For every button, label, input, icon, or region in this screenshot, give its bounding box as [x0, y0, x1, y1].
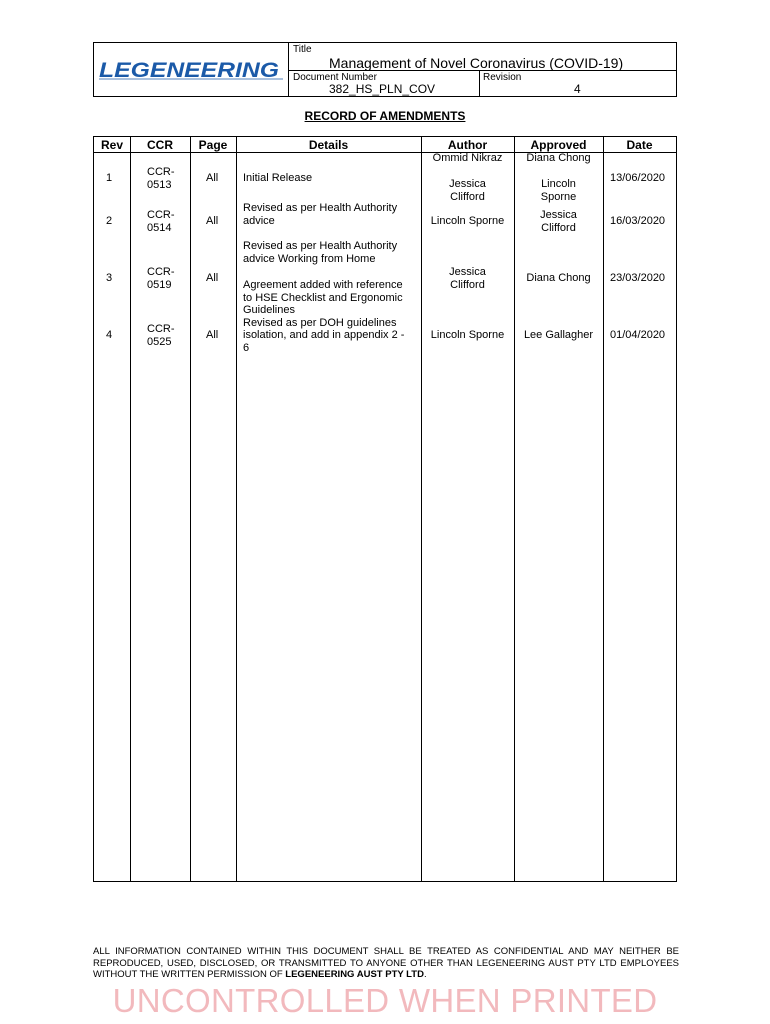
document-number: 382_HS_PLN_COV: [329, 82, 436, 96]
table-row-date: 16/03/2020: [610, 215, 666, 227]
company-name: LEGENEERING AUST PTY LTD: [285, 969, 424, 980]
table-row-page: All: [206, 272, 219, 284]
approved-cell: Lincoln Sporne: [540, 178, 577, 203]
table-row-page: All: [206, 215, 219, 227]
document-title: Management of Novel Coronavirus (COVID-19): [329, 55, 624, 71]
author-cell: Jessica Clifford: [449, 178, 486, 203]
approved-cell: Diana Chong: [526, 272, 591, 284]
table-row-ccr: CCR- 0513: [147, 166, 175, 191]
table-row-details: Agreement added with reference to HSE Checklist and Ergonomic Guidelines Revised as per DOH guidelines isolation, and add in appendix 2 - 6: [243, 279, 405, 354]
logo-text: LEGENEERING: [99, 59, 279, 82]
column-header-details: Details: [308, 138, 349, 152]
author-cell: Lincoln Sporne: [430, 215, 505, 227]
table-row-rev: 3: [105, 272, 113, 284]
column-header-approved: Approved: [530, 138, 587, 152]
logo-cell: [94, 43, 289, 96]
table-row-rev: 1: [105, 172, 113, 184]
table-row-rev: 4: [105, 329, 113, 341]
document-header: [93, 42, 677, 97]
table-row-page: All: [206, 329, 219, 341]
column-header-author: Author: [447, 138, 488, 152]
table-row-date: 01/04/2020: [610, 329, 666, 341]
column-header-date: Date: [626, 138, 653, 152]
table-row-details: Revised as per Health Authority advice: [243, 202, 398, 227]
author-cell: Ommid Nikraz: [432, 152, 503, 164]
document-number-label: Document Number: [293, 72, 377, 83]
confidentiality-notice: ALL INFORMATION CONTAINED WITHIN THIS DOCUMENT SHALL BE TREATED AS CONFIDENTIAL AND MAY NEITHER BE REPRODUCED, USED, DISCLOSED, OR TRANSMITTED TO ANYONE OTHER THAN LEGENEERING AUST PTY LTD EMPLOYEES WITHOUT THE WRITTEN PERMISSION OF LEGENEERING AUST PTY LTD.: [93, 946, 679, 980]
table-row-ccr: CCR- 0519: [147, 266, 175, 291]
table-row-ccr: CCR- 0514: [147, 209, 175, 234]
table-row-page: All: [206, 172, 219, 184]
table-row-date: 13/06/2020: [610, 172, 666, 184]
revision-number: 4: [574, 82, 581, 96]
legeneering-logo: [97, 58, 285, 82]
column-header-rev: Rev: [100, 138, 123, 152]
column-header-page: Page: [198, 138, 228, 152]
uncontrolled-watermark: UNCONTROLLED WHEN PRINTED: [112, 982, 658, 1019]
author-cell: Lincoln Sporne: [430, 329, 505, 341]
table-row-details: Initial Release: [243, 172, 313, 184]
title-cell: [289, 43, 676, 71]
revision-label: Revision: [483, 72, 522, 83]
author-cell: Jessica Clifford: [449, 266, 486, 291]
table-row-ccr: CCR- 0525: [147, 323, 175, 348]
table-row-date: 23/03/2020: [610, 272, 666, 284]
approved-cell: Lee Gallagher: [523, 329, 594, 341]
document-number-cell: [289, 71, 480, 96]
title-label: Title: [293, 44, 312, 55]
amendments-table: [93, 136, 677, 882]
revision-cell: [480, 71, 676, 96]
section-title: RECORD OF AMENDMENTS: [304, 109, 466, 123]
table-row-details: Revised as per Health Authority advice Working from Home: [243, 240, 398, 265]
column-header-ccr: CCR: [147, 138, 173, 152]
approved-cell: Jessica Clifford: [540, 209, 577, 234]
table-row-rev: 2: [105, 215, 113, 227]
approved-cell: Diana Chong: [526, 152, 591, 164]
